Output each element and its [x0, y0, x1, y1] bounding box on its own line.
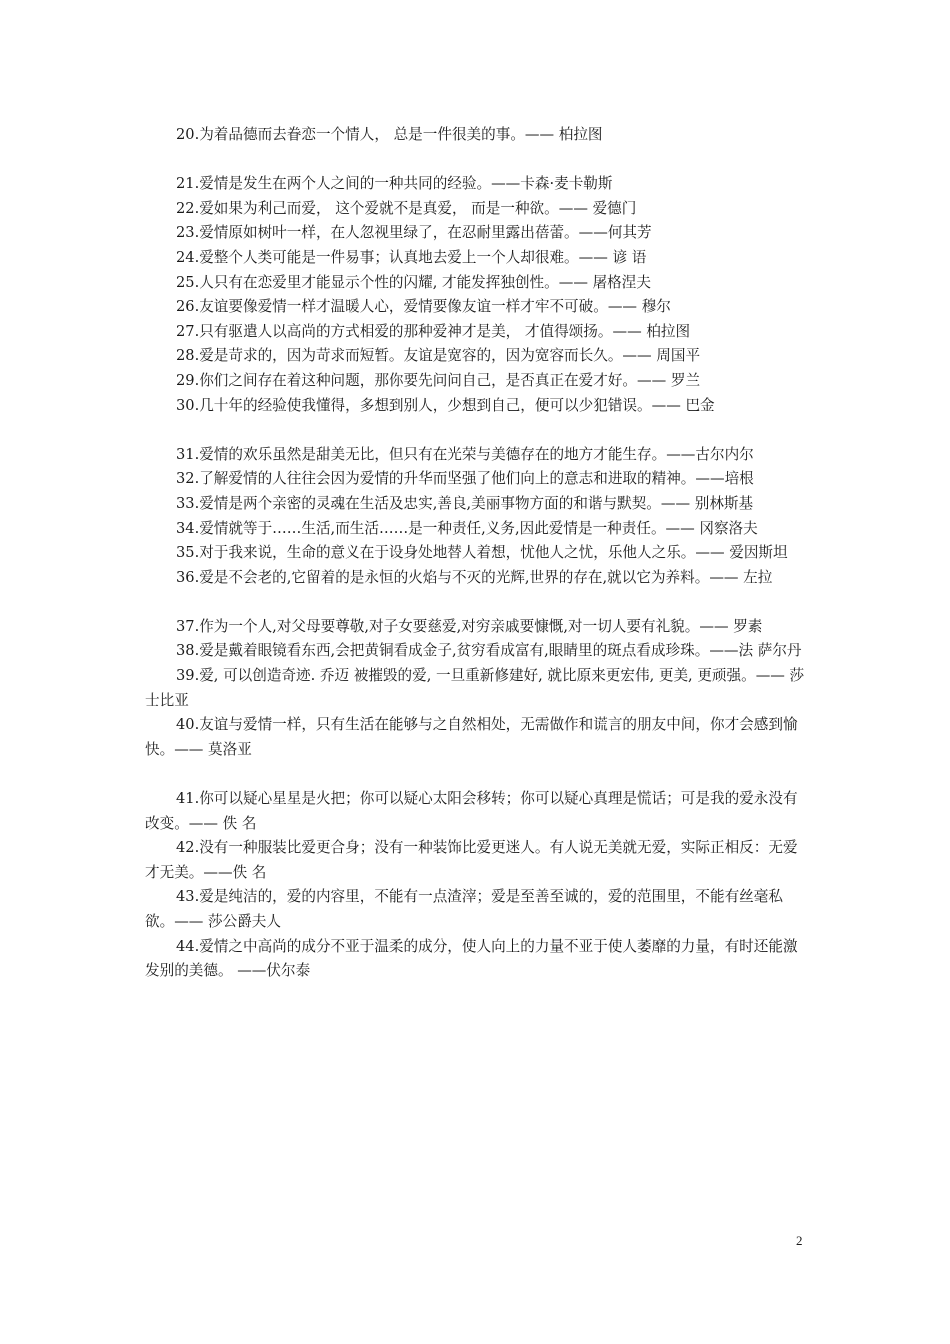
- quote-40: 40.友谊与爱情一样，只有生活在能够与之自然相处，无需做作和谎言的朋友中间，你才会感到愉快。—— 莫洛亚: [145, 716, 798, 758]
- quote-37: 37.作为一个人,对父母要尊敬,对子女要慈爱,对穷亲戚要慷慨,对一切人要有礼貌。—— 罗素: [176, 617, 763, 635]
- paragraph-gap: [145, 762, 810, 787]
- quote-36: 36.爱是不会老的,它留着的是永恒的火焰与不灭的光辉,世界的存在,就以它为养料。—— 左拉: [176, 568, 773, 586]
- quote-35: 35.对于我来说，生命的意义在于设身处地替人着想，忧他人之忧，乐他人之乐。—— 爱因斯坦: [176, 544, 788, 562]
- quote-21: 21.爱情是发生在两个人之间的一种共同的经验。——卡森·麦卡勒斯: [176, 175, 613, 193]
- quote-34: 34.爱情就等于……生活,而生活……是一种责任,义务,因此爱情是一种责任。—— 冈察洛夫: [176, 519, 758, 537]
- quote-41: 41.你可以疑心星星是火把；你可以疑心太阳会移转；你可以疑心真理是慌话；可是我的爱永没有改变。—— 佚 名: [145, 790, 798, 832]
- quote-39: 39.爱, 可以创造奇迹. 乔迈 被摧毁的爱, 一旦重新修建好, 就比原来更宏伟, 更美, 更顽强。—— 莎士比亚: [145, 667, 805, 709]
- page-number: 2: [796, 1233, 803, 1248]
- quote-42: 42.没有一种服装比爱更合身；没有一种装饰比爱更迷人。有人说无美就无爱，实际正相反：无爱才无美。——佚 名: [145, 839, 798, 881]
- quote-22: 22.爱如果为利己而爱， 这个爱就不是真爱， 而是一种欲。—— 爱德门: [176, 199, 637, 217]
- paragraph-gap: [145, 590, 810, 615]
- quote-26: 26.友谊要像爱情一样才温暖人心，爱情要像友谊一样才牢不可破。—— 穆尔: [176, 298, 671, 316]
- quotes-body: [145, 123, 810, 984]
- quote-23: 23.爱情原如树叶一样，在人忽视里绿了，在忍耐里露出蓓蕾。——何其芳: [176, 224, 652, 242]
- quote-24: 24.爱整个人类可能是一件易事；认真地去爱上一个人却很难。—— 谚 语: [176, 248, 647, 266]
- quote-28: 28.爱是苛求的，因为苛求而短暂。友谊是宽容的，因为宽容而长久。—— 周国平: [176, 347, 701, 365]
- quote-44: 44.爱情之中高尚的成分不亚于温柔的成分，使人向上的力量不亚于使人萎靡的力量，有时还能激发别的美德。 ——伏尔泰: [145, 937, 798, 980]
- quote-38: 38.爱是戴着眼镜看东西,会把黄铜看成金子,贫穷看成富有,眼睛里的斑点看成珍珠。——法 萨尔丹: [176, 642, 802, 660]
- paragraph-gap: [145, 148, 810, 173]
- quote-25: 25.人只有在恋爱里才能显示个性的闪耀, 才能发挥独创性。—— 屠格涅夫: [176, 273, 651, 291]
- quote-27: 27.只有驱遣人以高尚的方式相爱的那种爱神才是美， 才值得颂扬。—— 柏拉图: [176, 322, 691, 340]
- quote-29: 29.你们之间存在着这种问题，那你要先问问自己，是否真正在爱才好。—— 罗兰: [176, 371, 701, 389]
- quote-32: 32.了解爱情的人往往会因为爱情的升华而坚强了他们向上的意志和进取的精神。——培根: [176, 470, 754, 488]
- quote-33: 33.爱情是两个亲密的灵魂在生活及忠实,善良,美丽事物方面的和谐与默契。—— 别林斯基: [176, 494, 754, 512]
- quote-20: 20.为着品德而去眷恋一个情人， 总是一件很美的事。—— 柏拉图: [176, 126, 603, 143]
- quote-30: 30.几十年的经验使我懂得，多想到别人，少想到自己，便可以少犯错误。—— 巴金: [176, 396, 715, 414]
- quote-31: 31.爱情的欢乐虽然是甜美无比，但只有在光荣与美德存在的地方才能生存。——古尔内尔: [176, 445, 754, 463]
- quote-43: 43.爱是纯洁的，爱的内容里，不能有一点渣滓；爱是至善至诚的，爱的范围里，不能有丝毫私欲。—— 莎公爵夫人: [145, 888, 783, 930]
- paragraph-gap: [145, 418, 810, 443]
